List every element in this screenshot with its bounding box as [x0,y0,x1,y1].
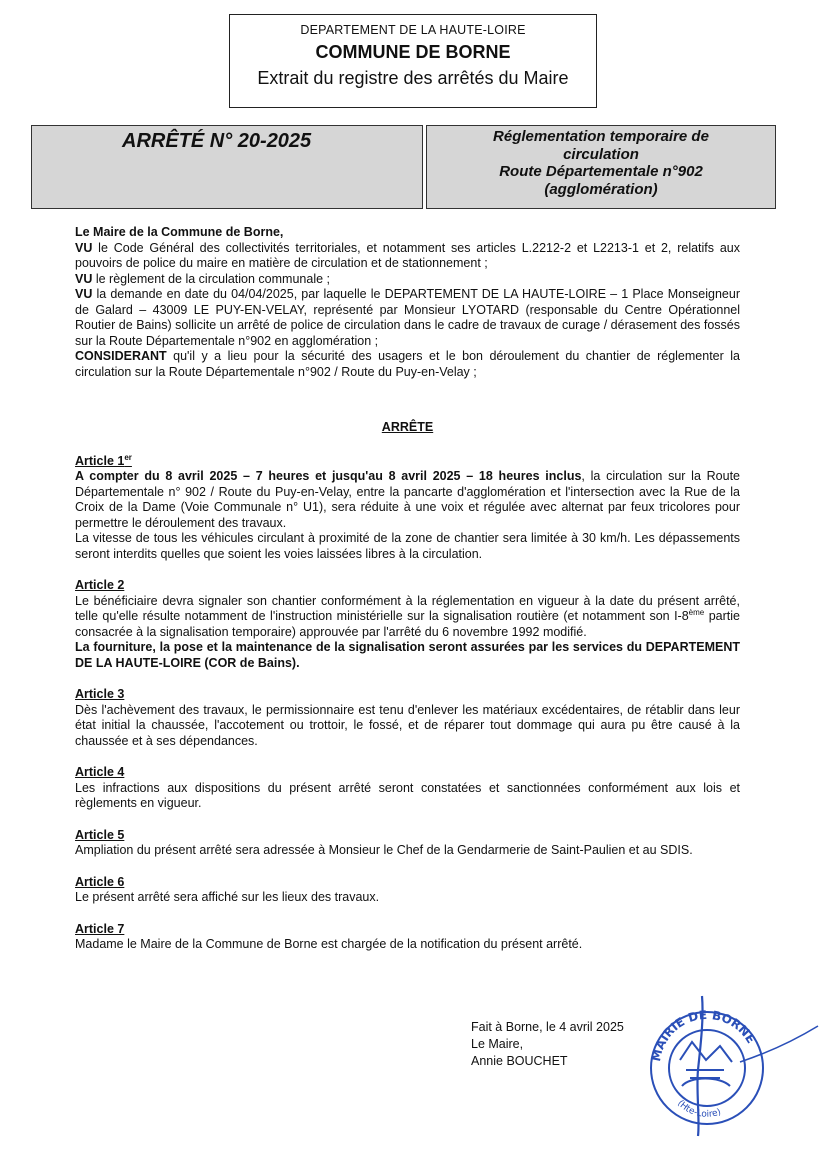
article-2-title: Article 2 [75,578,125,592]
arrete-number: ARRÊTÉ N° 20-2025 [122,130,312,152]
signature-block [471,1019,624,1070]
article-5-text: Ampliation du présent arrêté sera adressée à Monsieur le Chef de la Gendarmerie de Saint-Paulien et au SDIS. [75,843,693,857]
vu-label: VU [75,240,93,255]
department-name: DEPARTEMENT DE LA HAUTE-LOIRE [300,23,526,37]
signature-place-date: Fait à Borne, le 4 avril 2025 [471,1020,624,1034]
article-1-title [75,454,740,470]
article-3-text: Dès l'achèvement des travaux, le permissionnaire est tenu d'enlever les matériaux excédentaires, de rétablir dans leur état initial la chaussée, l'accotement ou trottoir, le fossé, et de réparer tout dommage qui aura pu être causé à la chaussée et à ses dépendances. [75,702,740,748]
article-2-sup: ème [688,607,705,617]
article-2-para-2: La fourniture, la pose et la maintenance de la signalisation seront assurées par les services du DEPARTEMENT DE LA HAUTE-LOIRE (COR de Bains). [75,640,740,670]
vu-code-general [75,241,740,272]
article-3-title: Article 3 [75,687,125,701]
arrete-heading: ARRÊTE [381,420,434,434]
considerant-text: qu'il y a lieu pour la sécurité des usagers et le bon déroulement du chantier de réglementer la circulation sur la Route Départementale n°902 / Route du Puy-en-Velay ; [75,349,740,379]
subject-line-1: Réglementation temporaire de [493,128,709,145]
article-1-para-2: La vitesse de tous les véhicules circulant à proximité de la zone de chantier sera limitée à 30 km/h. Les dépassements seront interdits quelles que soient les voies laissées libres à la circulation. [75,531,740,561]
title-row [31,125,776,209]
commune-name: COMMUNE DE BORNE [315,42,511,62]
article-2-text-b: partie consacrée à la signalisation temporaire) approuvée par l'arrêté du 6 novembre 1992 modifié. [75,609,740,639]
document-body [75,225,740,953]
register-extract: Extrait du registre des arrêtés du Maire [257,68,569,88]
vu-text: le règlement de la circulation communale ; [92,271,330,286]
article-1-dates: A compter du 8 avril 2025 – 7 heures et jusqu'au 8 avril 2025 – 18 heures inclus [75,469,582,483]
considerant [75,349,740,380]
header-box [229,14,597,108]
article-7-text: Madame le Maire de la Commune de Borne est chargée de la notification du présent arrêté. [75,937,583,951]
article-6-text: Le présent arrêté sera affiché sur les lieux des travaux. [75,890,380,904]
subject-line-4: (agglomération) [544,180,658,198]
article-7-title: Article 7 [75,921,125,936]
vu-department: DEPARTEMENT DE LA HAUTE-LOIRE [384,287,607,301]
article-4-text: Les infractions aux dispositions du présent arrêté seront constatées et sanctionnées conformément aux lois et règlements en vigueur. [75,780,740,810]
article-4-title: Article 4 [75,765,125,779]
mairie-stamp-icon [620,990,820,1140]
stamp-ring-text: MAIRIE DE BORNE [649,1007,759,1063]
article-1-para-1 [75,469,740,531]
vu-text: la demande en date du 04/04/2025, par laquelle le [92,287,385,301]
signature-role: Le Maire, [471,1037,524,1051]
subject-line-2: circulation [563,145,639,163]
subject-line-3: Route Départementale n°902 [499,163,703,180]
article-5-title: Article 5 [75,827,125,842]
article-2-para-1 [75,594,740,641]
vu-text: – 1 Place Monseigneur de Galard – 43009 LE PUY-EN-VELAY, représenté par Monsieur LYOTARD (responsable du Centre Opérationnel Routier de Bains) sollicite un arrêté de police de circulation dans le cadre de travaux de curage / dérasement des fossés sur la Route Départementale n°902 en agglomération ; [75,287,740,348]
considerant-label: CONSIDERANT [75,349,167,363]
article-1-text: , la circulation sur la Route Départementale n° 902 / Route du Puy-en-Velay, entre la pancarte d'agglomération et l'intersection avec la Rue de la Croix de la Dame (Voie Communale n° U1), sera réduite à une voix et régulée avec alternat par feux tricolores pour permettre le déroulement des travaux. [75,469,740,530]
signature-name: Annie BOUCHET [471,1054,568,1068]
article-1-title-text: Article 1 [75,453,125,468]
article-6-title: Article 6 [75,874,125,889]
stamp-bottom-text: (Hte-Loire) [675,1098,723,1120]
article-1-title-sup: er [124,452,132,462]
preamble-intro: Le Maire de la Commune de Borne, [75,225,284,239]
vu-text: le Code Général des collectivités territoriales, et notamment ses articles L.2212-2 et L2213-1 et 2, relatifs aux pouvoirs de police du maire en matière de circulation et de stationnement ; [75,240,740,270]
vu-label: VU [75,287,93,301]
arrete-subject-cell [426,125,776,209]
article-2-text-a: Le bénéficiaire devra signaler son chantier conformément à la réglementation en vigueur à la date du présent arrêté, telle qu'elle résulte notamment de l'instruction ministérielle sur la signalisation routière (et notamment son I-8 [75,593,740,623]
vu-label: VU [75,271,93,286]
vu-demande [75,287,740,349]
arrete-number-cell [31,125,423,209]
vu-reglement [75,272,740,288]
